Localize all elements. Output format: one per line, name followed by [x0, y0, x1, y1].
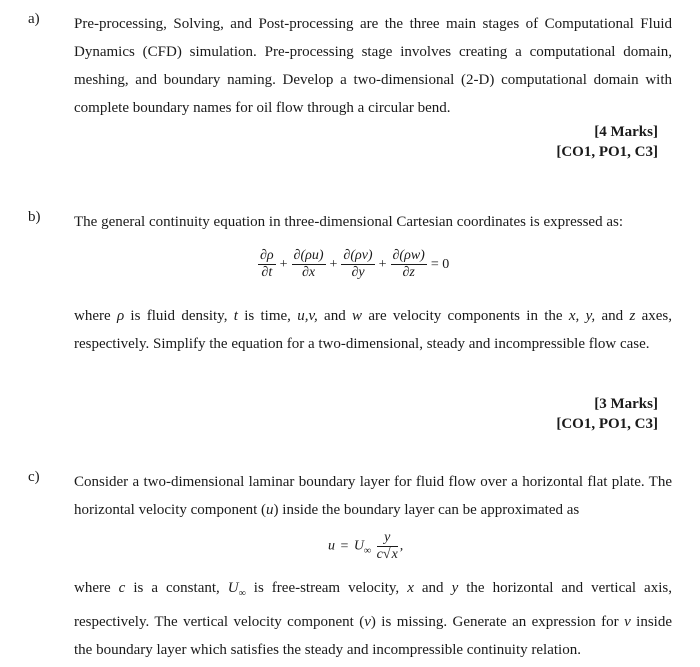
question-c: [28, 468, 672, 658]
marks-label: [4 Marks]: [594, 124, 658, 140]
eq-term-1: $\frac{\partial\rho}{\partial t}$: [260, 248, 274, 280]
question-b-label: b): [28, 209, 41, 225]
co-label: [CO1, PO1, C3]: [556, 416, 658, 432]
question-a-label: a): [28, 11, 40, 27]
eq-term-4: $\frac{\partial(\rho w)}{\partial z}$: [392, 248, 425, 280]
continuity-equation: $\frac{\partial\rho}{\partial t}$ + $\frac{\partial(\rho u)}{\partial x}$ + $\frac{\partial(\rho v)}{\partial y}$ + $\frac{\partial(\rho w)}{\partial z}$ = 0: [260, 248, 450, 280]
eq-term-3: $\frac{\partial(\rho v)}{\partial y}$: [343, 248, 373, 280]
velocity-fraction: $\frac{y}{c√x}$: [376, 530, 398, 562]
eq-rhs: = 0: [430, 256, 450, 272]
co-label: [CO1, PO1, C3]: [556, 144, 658, 160]
question-b: [28, 208, 672, 432]
eq-term-2: $\frac{\partial(\rho u)}{\partial x}$: [293, 248, 324, 280]
question-a-marks: [556, 122, 658, 162]
question-c-label: c): [28, 469, 40, 485]
velocity-equation: $u = U_\infty$ $\frac{y}{c√x}$ ,: [328, 530, 404, 562]
question-a: [28, 10, 672, 160]
marks-label: [3 Marks]: [594, 396, 658, 412]
question-b-text: where ρ is fluid density, t is time, u,v, and w are velocity components in the x, y, and z axes, respectively. Simplify the equation for a two-dimensional, steady and incompressible flow case.: [74, 308, 672, 352]
question-c-text: where c is a constant, $U_\infty$ is free-stream velocity, x and y the horizontal and vertical axis, respectively. The vertical velocity component (v) is missing. Generate an expression for v inside the boundary layer which satisfies the steady and incompressible continuity relation.: [74, 580, 672, 658]
question-c-intro: Consider a two-dimensional laminar boundary layer for fluid flow over a horizontal flat plate. The horizontal velocity component (u) inside the boundary layer can be approximated as: [74, 474, 672, 518]
question-b-intro: The general continuity equation in three-dimensional Cartesian coordinates is expressed as:: [74, 214, 623, 230]
question-a-text: Pre-processing, Solving, and Post-processing are the three main stages of Computational Fluid Dynamics (CFD) simulation. Pre-processing stage involves creating a computational domain, meshing, and boundary naming. Develop a two-dimensional (2-D) computational domain with complete boundary names for oil flow through a circular bend.: [74, 16, 672, 116]
question-b-marks: [556, 394, 658, 434]
